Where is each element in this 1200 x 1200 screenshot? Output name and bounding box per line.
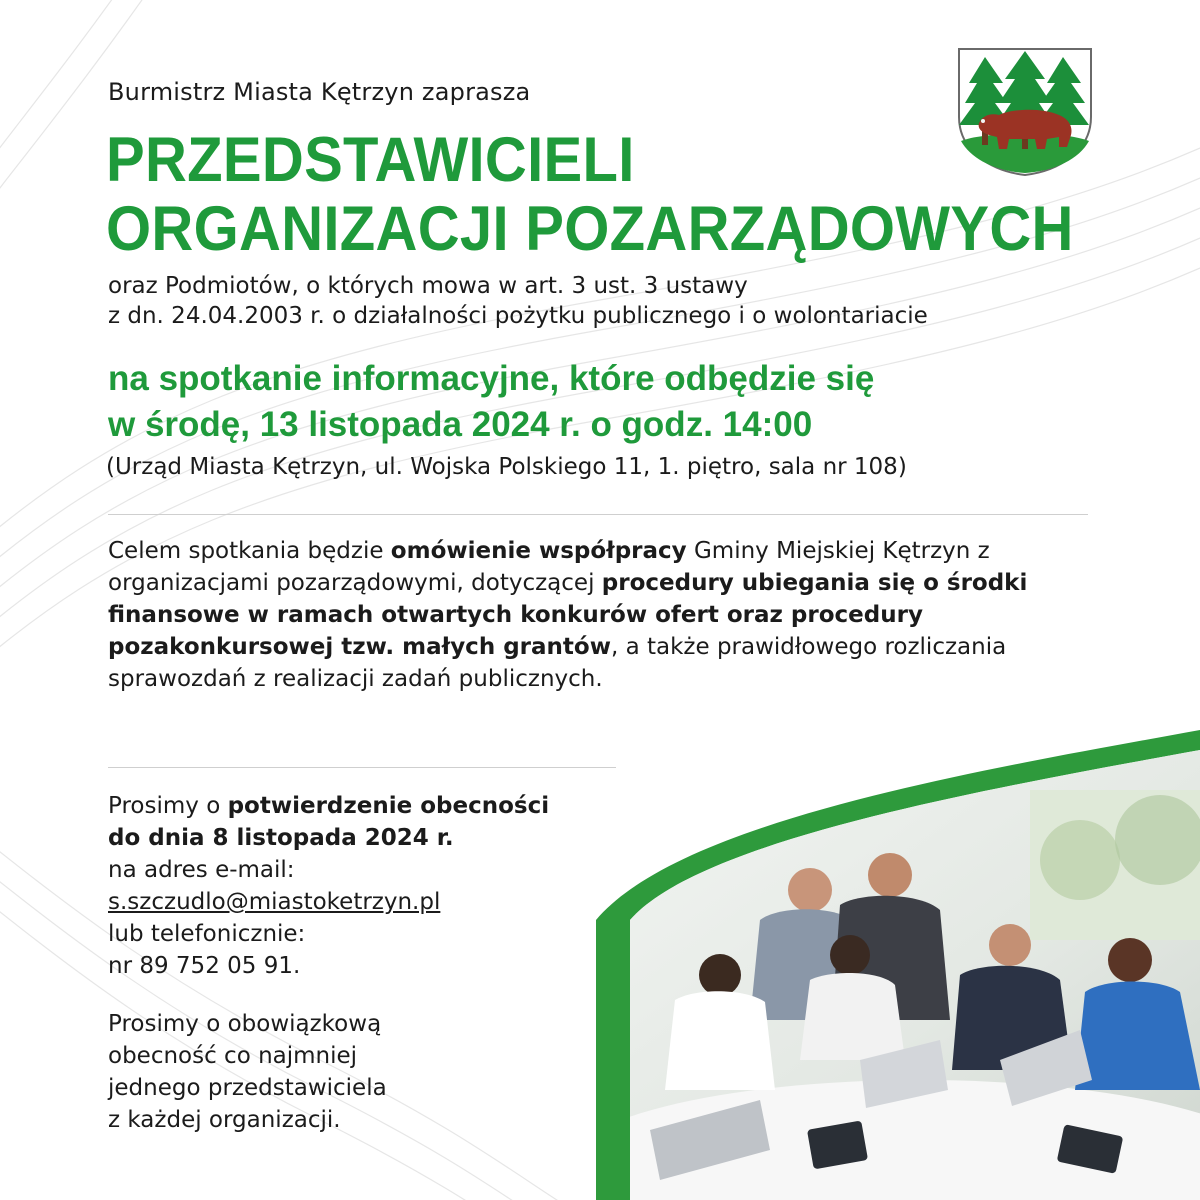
confirm-deadline — [108, 822, 628, 854]
confirm-bold-2: do dnia 8 listopada 2024 r. — [108, 825, 454, 851]
obligation-line-2: obecność co najmniej — [108, 1043, 358, 1069]
meeting-line-1: na spotkanie informacyjne, które odbędzie się — [108, 359, 875, 398]
purpose-bold-1: omówienie współpracy — [390, 538, 687, 564]
obligation-line-1: Prosimy o obowiązkową — [108, 1011, 382, 1037]
email-link[interactable]: s.szczudlo@miastoketrzyn.pl — [108, 889, 441, 915]
subject-text — [108, 271, 928, 331]
confirm-prefix: Prosimy o — [108, 793, 228, 819]
obligation-line-4: z każdej organizacji. — [108, 1107, 341, 1133]
divider-top — [108, 514, 1088, 515]
subject-line-2: z dn. 24.04.2003 r. o działalności pożytku publicznego i o wolontariacie — [108, 303, 928, 329]
meeting-line-2: w środę, 13 listopada 2024 r. o godz. 14:00 — [108, 405, 813, 444]
confirm-line-1 — [108, 790, 628, 822]
divider-middle — [108, 767, 616, 768]
purpose-text-2: Gminy Miejskiej Kętrzyn z organizacjami pozarządowymi, dotyczącej — [108, 538, 990, 596]
phone-label: lub telefonicznie: — [108, 921, 306, 947]
purpose-bold-2: procedury ubiegania się o środki finansowe w ramach otwartych konkurów ofert oraz procedury pozakonkursowej tzw. małych grantów — [108, 570, 1028, 660]
obligation-text — [108, 1008, 508, 1136]
subject-line-1: oraz Podmiotów, o których mowa w art. 3 ust. 3 ustawy — [108, 273, 748, 299]
ketrzyn-coat-of-arms-icon — [955, 45, 1095, 177]
phone-number: nr 89 752 05 91. — [108, 953, 301, 979]
purpose-text-1: Celem spotkania będzie — [108, 538, 391, 564]
meeting-announcement — [108, 356, 874, 448]
page-title — [106, 126, 1074, 264]
title-line-2: ORGANIZACJI POZARZĄDOWYCH — [106, 194, 1074, 265]
confirm-bold-1: potwierdzenie obecności — [227, 793, 550, 819]
business-team-photo — [560, 730, 1200, 1200]
title-line-1: PRZEDSTAWICIELI — [106, 124, 635, 196]
obligation-line-3: jednego przedstawiciela — [108, 1075, 387, 1101]
purpose-text-3: , a także prawidłowego rozliczania sprawozdań z realizacji zadań publicznych. — [108, 634, 1007, 692]
confirmation-block — [108, 790, 628, 982]
meeting-place: (Urząd Miasta Kętrzyn, ul. Wojska Polskiego 11, 1. piętro, sala nr 108) — [106, 454, 907, 480]
intro-text: Burmistrz Miasta Kętrzyn zaprasza — [108, 78, 531, 106]
email-label: na adres e-mail: — [108, 857, 295, 883]
purpose-paragraph — [108, 535, 1108, 695]
